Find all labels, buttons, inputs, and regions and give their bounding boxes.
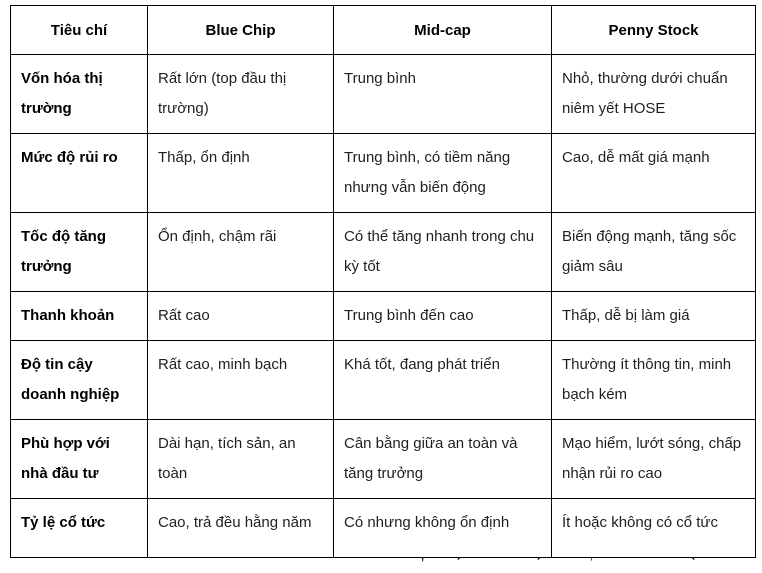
cell-risk-level-penny-stock: Cao, dễ mất giá mạnh bbox=[552, 134, 756, 213]
row-label-growth-rate: Tốc độ tăng trưởng bbox=[11, 213, 148, 292]
cell-dividend-rate-mid-cap: Có nhưng không ổn định bbox=[334, 499, 552, 558]
cell-liquidity-mid-cap: Trung bình đến cao bbox=[334, 292, 552, 341]
cut-off-text-fragment: ˋ bbox=[691, 556, 696, 573]
cell-company-reliability-mid-cap: Khá tốt, đang phát triển bbox=[334, 341, 552, 420]
cell-dividend-rate-blue-chip: Cao, trả đều hằng năm bbox=[148, 499, 334, 558]
cell-liquidity-blue-chip: Rất cao bbox=[148, 292, 334, 341]
header-cell-criteria: Tiêu chí bbox=[11, 6, 148, 55]
cell-market-cap-blue-chip: Rất lớn (top đầu thị trường) bbox=[148, 55, 334, 134]
cut-off-text-fragment: ʼ bbox=[421, 556, 425, 573]
table-row bbox=[11, 134, 756, 213]
row-label-liquidity: Thanh khoản bbox=[11, 292, 148, 341]
cell-company-reliability-blue-chip: Rất cao, minh bạch bbox=[148, 341, 334, 420]
cut-off-text-fragment: ˊ bbox=[456, 556, 461, 573]
cell-growth-rate-penny-stock: Biến động mạnh, tăng sốc giảm sâu bbox=[552, 213, 756, 292]
row-label-market-cap: Vốn hóa thị trường bbox=[11, 55, 148, 134]
table-row bbox=[11, 341, 756, 420]
cell-risk-level-mid-cap: Trung bình, có tiềm năng nhưng vẫn biến động bbox=[334, 134, 552, 213]
header-row bbox=[11, 6, 756, 55]
row-label-risk-level: Mức độ rủi ro bbox=[11, 134, 148, 213]
cell-market-cap-penny-stock: Nhỏ, thường dưới chuẩn niêm yết HOSE bbox=[552, 55, 756, 134]
stock-comparison-table bbox=[10, 5, 756, 558]
header-cell-mid-cap: Mid-cap bbox=[334, 6, 552, 55]
row-label-company-reliability: Độ tin cậy doanh nghiệp bbox=[11, 341, 148, 420]
header-cell-penny-stock: Penny Stock bbox=[552, 6, 756, 55]
header-cell-blue-chip: Blue Chip bbox=[148, 6, 334, 55]
table-row bbox=[11, 499, 756, 558]
row-label-dividend-rate: Tỷ lệ cổ tức bbox=[11, 499, 148, 558]
table-row bbox=[11, 420, 756, 499]
cell-growth-rate-mid-cap: Có thể tăng nhanh trong chu kỳ tốt bbox=[334, 213, 552, 292]
cell-dividend-rate-penny-stock: Ít hoặc không có cổ tức bbox=[552, 499, 756, 558]
cell-company-reliability-penny-stock: Thường ít thông tin, minh bạch kém bbox=[552, 341, 756, 420]
cell-liquidity-penny-stock: Thấp, dễ bị làm giá bbox=[552, 292, 756, 341]
table-row bbox=[11, 213, 756, 292]
table-row bbox=[11, 55, 756, 134]
cut-off-text-fragment: ˊ bbox=[536, 556, 541, 573]
cell-risk-level-blue-chip: Thấp, ổn định bbox=[148, 134, 334, 213]
cell-investor-fit-mid-cap: Cân bằng giữa an toàn và tăng trưởng bbox=[334, 420, 552, 499]
cell-investor-fit-penny-stock: Mạo hiểm, lướt sóng, chấp nhận rủi ro cao bbox=[552, 420, 756, 499]
cell-growth-rate-blue-chip: Ổn định, chậm rãi bbox=[148, 213, 334, 292]
cut-off-text-fragment: ʾ bbox=[589, 556, 594, 573]
cell-investor-fit-blue-chip: Dài hạn, tích sản, an toàn bbox=[148, 420, 334, 499]
row-label-investor-fit: Phù hợp với nhà đầu tư bbox=[11, 420, 148, 499]
table-row bbox=[11, 292, 756, 341]
cell-market-cap-mid-cap: Trung bình bbox=[334, 55, 552, 134]
